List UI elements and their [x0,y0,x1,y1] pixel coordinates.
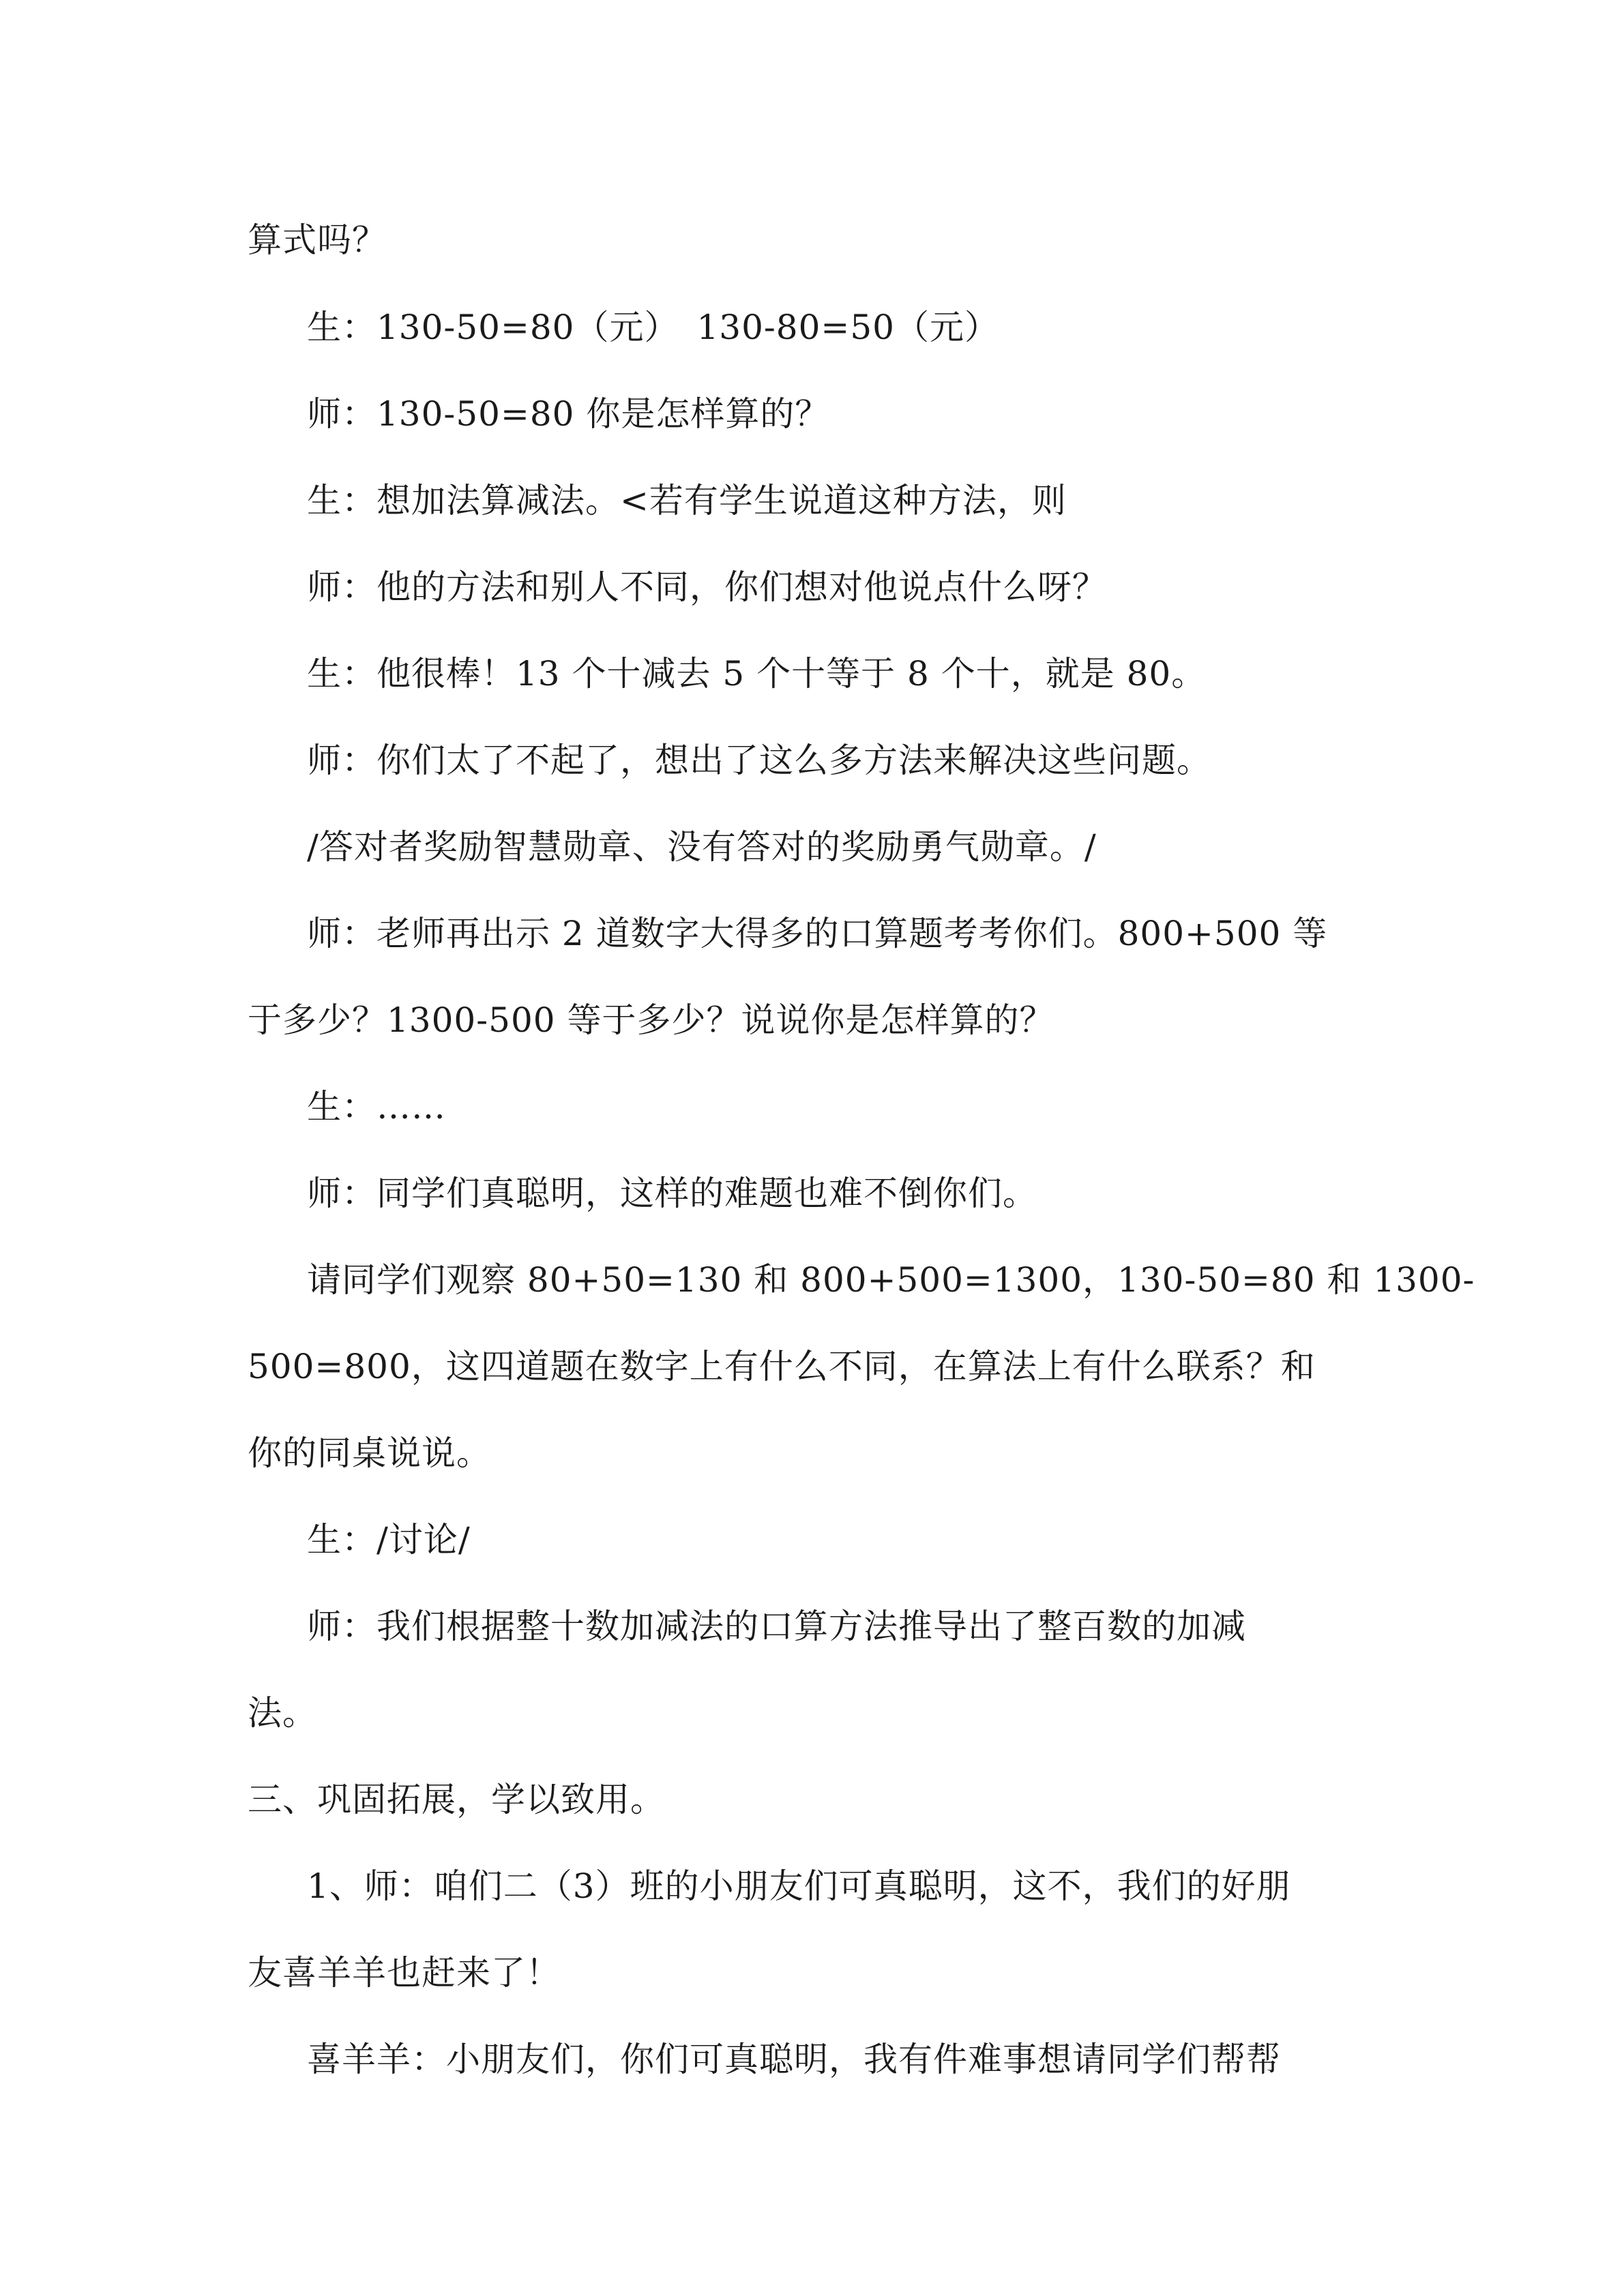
text-line-4: 生：想加法算减法。<若有学生说道这种方法，则 [307,481,1067,520]
text-line-9: 师：老师再出示 2 道数字大得多的口算题考考你们。800+500 等 [307,914,1328,953]
text-line-6: 生：他很棒！13 个十减去 5 个十等于 8 个十，就是 80。 [307,654,1207,694]
text-line-5: 师：他的方法和别人不同，你们想对他说点什么呀？ [307,567,1107,607]
text-line-20: 1、师：咱们二（3）班的小朋友们可真聪明，这不，我们的好朋 [307,1866,1291,1906]
text-line-10: 于多少？1300-500 等于多少？说说你是怎样算的？ [248,1000,1054,1040]
section-heading: 三、巩固拓展，学以致用。 [248,1780,665,1819]
text-line-18: 法。 [248,1693,317,1733]
text-line-7: 师：你们太了不起了，想出了这么多方法来解决这些问题。 [307,741,1211,780]
text-line-13: 请同学们观察 80+50=130 和 800+500=1300，130-50=80 和 1300- [307,1260,1475,1300]
text-line-1: 算式吗？ [248,220,387,260]
text-line-12: 师：同学们真聪明，这样的难题也难不倒你们。 [307,1174,1037,1213]
text-line-15: 你的同桌说说。 [248,1433,491,1473]
text-line-11: 生：…… [307,1087,446,1127]
text-line-22: 喜羊羊：小朋友们，你们可真聪明，我有件难事想请同学们帮帮 [307,2040,1281,2079]
text-line-21: 友喜羊羊也赶来了！ [248,1953,561,1993]
text-line-2: 生：130-50=80（元） 130-80=50（元） [307,308,999,347]
text-line-8: /答对者奖励智慧勋章、没有答对的奖励勇气勋章。/ [307,827,1097,867]
text-line-16: 生：/讨论/ [307,1520,471,1560]
text-line-3: 师：130-50=80 你是怎样算的？ [307,394,830,434]
text-line-17: 师：我们根据整十数加减法的口算方法推导出了整百数的加减 [307,1607,1246,1646]
text-line-14: 500=800，这四道题在数字上有什么不同，在算法上有什么联系？和 [248,1347,1316,1386]
